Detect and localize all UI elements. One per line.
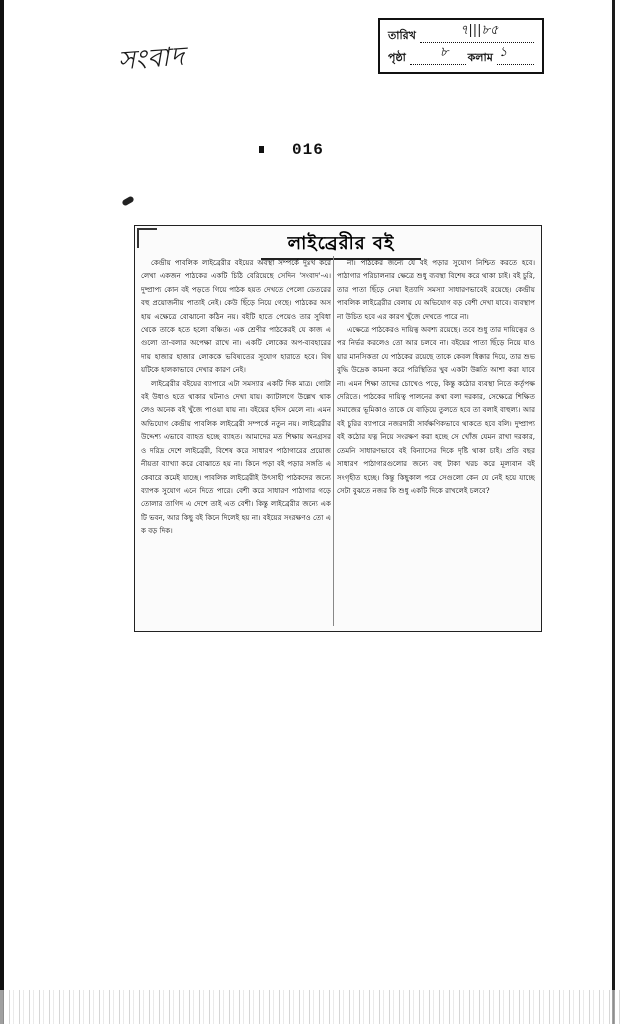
article-right-column (337, 256, 535, 626)
left-paragraph: লাইব্রেরীর বইয়ের ব্যাপারে এটা সমস্যার একটি দিক মাত্র। গোটা বই উধাও হতে থাকার ঘটনাও দেখা যায়। ক্যাটালগে উল্লেখ থাকলেও অনেক বই খুঁজে পাওয়া যায় না। বইয়ের হদিস মেলে না। এমন অভিযোগ কেন্দ্রীয় পাবলিক লাইব্রেরী সম্পর্কে নতুন নয়। লাইব্রেরীর উদ্দেশ্য এভাবে ব্যাহত হচ্ছে ব্যাহত। আমাদের মত শিক্ষায় অনগ্রসর ও দরিদ্র দেশে লাইব্রেরী, বিশেষ করে সাধারণ পাঠাগারের প্রয়োজনীয়তা ব্যাখ্যা করে বোঝাতে হয় না। কিনে পড়া বই পড়ার সঙ্গতি একেবারে কমেই যাচ্ছে। পাবলিক লাইব্রেরীই উৎসাহী পাঠকদের জন্যে ব্যাপক সুযোগ এনে দিতে পারে। বেশী করে সাধারণ পাঠাগার গড়ে তোলার তাগিদ এ দেশে তাই এত বেশী। কিন্তু লাইব্রেরীর জন্যে একটি ভবন, আর কিছু বই কিনে দিলেই হয় না। বইয়ের সংরক্ষণও তো এক বড় দিক। (141, 378, 331, 536)
date-page-stamp (378, 18, 544, 74)
stamp-date-row (388, 24, 534, 46)
scan-left-edge (0, 0, 4, 1024)
stamp-column-label: কলাম (467, 51, 493, 64)
stamp-column-line (497, 45, 534, 65)
article-left-column (141, 256, 331, 626)
left-paragraph: কেন্দ্রীয় পাবলিক লাইব্রেরীর বইয়ের অবস্থা সম্পর্কে দুঃখ করে লেখা একজন পাঠকের একটি চিঠি বেরিয়েছে সেদিন 'সংবাদ'-এ। দুষ্প্রাপ্য কোন বই পড়তে গিয়ে পাঠক হয়ত দেখতে পেলো ডেতরের বহু প্রয়োজনীয় পাতাই নেই। কেউ ছিঁড়ে নিয়ে গেছে। পাঠকের অসহায় এক্ষেত্রে বোঝানো কঠিন নয়। বইটি হাতে পেয়েও তার সুবিধা থেকে তাকে হতে হলো বঞ্চিত। এক শ্রেণীর পাঠকেরই যে কাজ এগুলো তা-বলার অপেক্ষা রাখে না। একটি লোকের অপ-ব্যবহারের দায় হাজার হাজার লোককে ভবিষ্যতের সুযোগ হারাতে হবে। বিষয়টিকে হালকাভাবে দেখার কারণ নেই। (141, 258, 331, 375)
newspaper-clipping (134, 225, 542, 632)
stamp-column-value: ১ (498, 45, 508, 60)
stamp-page-row (388, 46, 534, 68)
article-title: লাইব্রেরীর বই (261, 230, 421, 260)
stamp-page-line (410, 45, 466, 65)
stamp-page-value: ৮ (439, 45, 449, 60)
page-number: 016 (292, 141, 324, 159)
right-paragraph: না। পাঠকের জন্যে যে বই পড়ার সুযোগ নিশ্চিত করতে হবে। পাঠাগার পরিচালনার ক্ষেত্রে শুধু ব্যবস্থা বিশেষ করে থাকা চাই। বই চুরি, তার পাতা ছিঁড়ে নেয়া ইত্যাদি সমস্যা সাধারণভাবেই রয়েছে। কেন্দ্রীয় পাবলিক লাইব্রেরীর বেলায় যে অভিযোগ বড় বেশী দেখা যাবে। ব্যবস্থাপনা উচিত হবে এর কারণ খুঁজে দেখতে পারে না। (337, 258, 535, 321)
column-divider (333, 256, 334, 626)
handwritten-source-label: সংবাদ (116, 41, 186, 77)
clipping-corner-mark (137, 228, 157, 248)
stamp-page-label: পৃষ্ঠা (388, 51, 406, 64)
stamp-date-label: তারিখ (388, 29, 416, 42)
bullet-mark (259, 146, 264, 153)
stamp-date-value: ৭|||৮৫ (459, 23, 499, 38)
scan-bottom-noise (0, 990, 623, 1024)
stamp-date-line (420, 23, 534, 43)
right-paragraph: এক্ষেত্রে পাঠকেরও দায়িত্ব অবশ্য রয়েছে। তবে শুধু তার দায়িত্বের ওপর নির্ভর করলেও তো আর চলবে না। বইয়ের পাতা ছিঁড়ে নিয়ে যাওয়ার মানসিকতা যে পাঠকের রয়েছে তাকে কেবল ধিক্কার দিয়ে, তার শুভবুদ্ধি উদ্রেক কামনা করে পরিস্থিতির খুব একটা উন্নতি আশা করা যাবে না। এমন শিক্ষা তাদের চোখেও পড়ে, কিন্তু কঠোর ব্যবস্থা নিতে কর্তৃপক্ষ দেরিতে। পাঠকের দায়িত্ব পালনের কথা বলা দরকার, সেক্ষেত্রে শিক্ষিত সমাজের ভূমিকাও তাকে যে বাড়িয়ে তুলতে হবে তা বলাই বাহুল্য। আর বই চুরির ব্যাপারে নজরদারী সার্বক্ষণিকভাবে থাকতে হবে বলি। দুষ্প্রাপ্য বই কঠোর যত্ন নিয়ে সংরক্ষণ করা হচ্ছে সে খোঁজ যেমন রাখা দরকার, তেমনি সাধারণভাবে বই বিন্যাসের দিকে দৃষ্টি থাকা চাই। প্রতি বছর সাধারণ পাঠাগারগুলোর জন্যে বহু টাকা খরচ করে মূল্যবান বই সংগৃহীত হচ্ছে। কিন্তু কিছুকাল পরে সেগুলো কেন যে নেই হয়ে যাচ্ছে সেটা বুঝতে নজর কি শুধু একটি দিকে রাখলেই চলবে? (337, 325, 535, 495)
ink-smudge (121, 195, 134, 206)
scan-right-edge (612, 0, 615, 1024)
